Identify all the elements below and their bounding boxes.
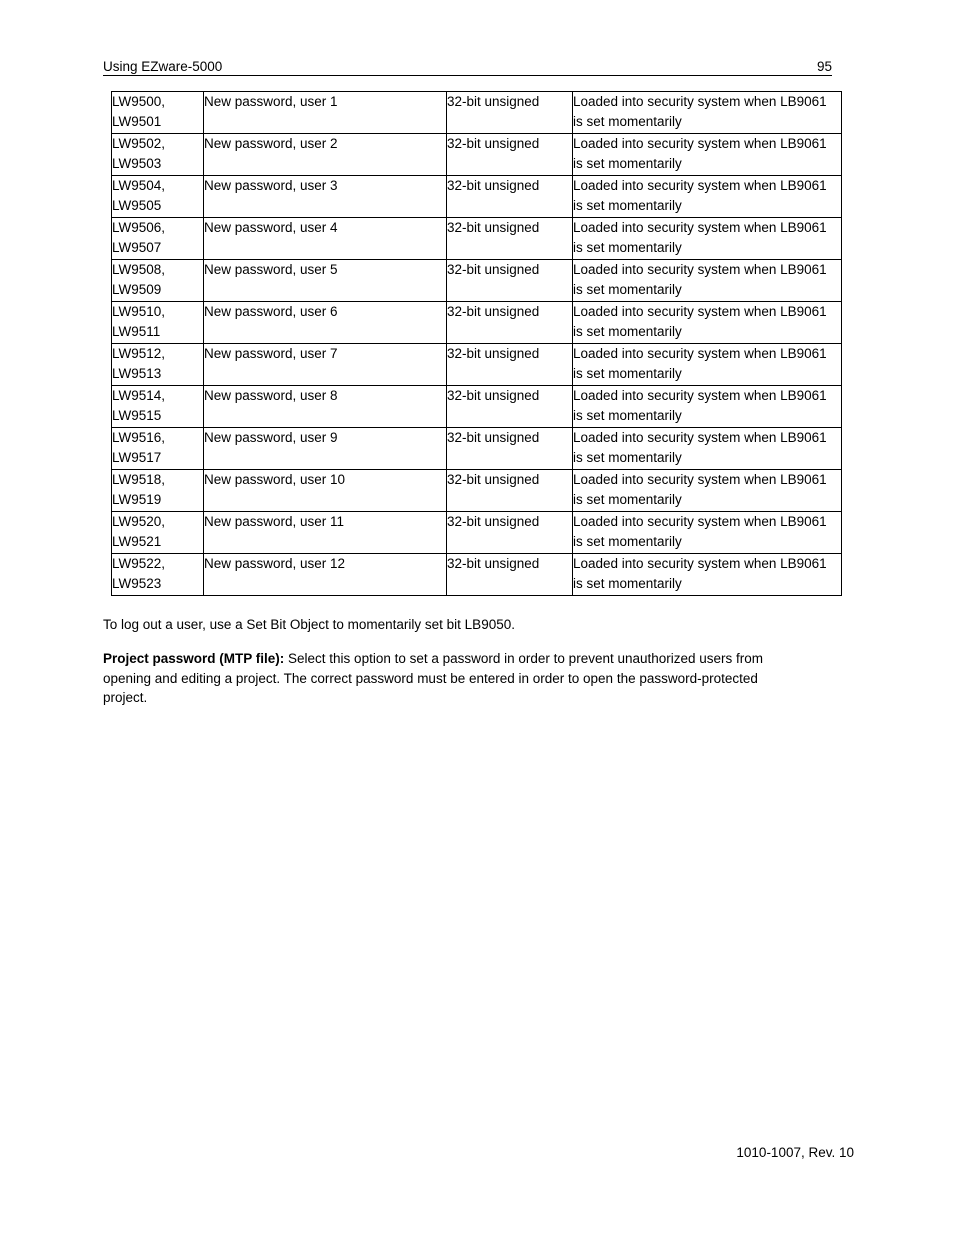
address-cell (112, 386, 204, 428)
address-cell-text: LW9507 (112, 239, 162, 255)
address-cell-text: LW9514, (112, 388, 166, 403)
table-row (112, 344, 842, 386)
description-cell-text: New password, user 11 (204, 514, 345, 529)
description-cell (204, 428, 447, 470)
address-cell (112, 512, 204, 554)
address-cell (112, 554, 204, 596)
project-password-text-line2: opening and editing a project. The correct password must be entered in order to open the password-protected (103, 670, 758, 686)
logout-paragraph: To log out a user, use a Set Bit Object to momentarily set bit LB9050. (103, 617, 515, 632)
address-cell (112, 470, 204, 512)
data-type-cell-text: 32-bit unsigned (447, 388, 540, 403)
description-cell-text: New password, user 5 (204, 262, 338, 277)
project-password-label: Project password (MTP file): (103, 651, 285, 666)
data-type-cell (447, 386, 573, 428)
data-type-cell-text: 32-bit unsigned (447, 304, 540, 319)
description-cell-text: New password, user 6 (204, 304, 338, 319)
note-cell-text: Loaded into security system when LB9061 (573, 556, 827, 571)
description-cell (204, 92, 447, 134)
note-cell-text: Loaded into security system when LB9061 (573, 472, 827, 487)
data-type-cell (447, 92, 573, 134)
description-cell (204, 260, 447, 302)
note-cell-text: is set momentarily (573, 407, 682, 423)
description-cell-text: New password, user 2 (204, 136, 338, 151)
description-cell-text: New password, user 7 (204, 346, 338, 361)
description-cell-text: New password, user 10 (204, 472, 346, 487)
note-cell-text: Loaded into security system when LB9061 (573, 136, 827, 151)
description-cell-text: New password, user 4 (204, 220, 338, 235)
data-type-cell (447, 260, 573, 302)
address-cell (112, 344, 204, 386)
data-type-cell-text: 32-bit unsigned (447, 178, 540, 193)
table-row (112, 428, 842, 470)
note-cell (573, 554, 842, 596)
table-row (112, 218, 842, 260)
address-cell (112, 218, 204, 260)
note-cell (573, 428, 842, 470)
note-cell (573, 512, 842, 554)
address-cell-text: LW9504, (112, 178, 166, 193)
address-cell-text: LW9520, (112, 514, 166, 529)
address-cell-text: LW9517 (112, 449, 162, 465)
address-cell (112, 428, 204, 470)
note-cell-text: Loaded into security system when LB9061 (573, 514, 827, 529)
table-row (112, 134, 842, 176)
data-type-cell-text: 32-bit unsigned (447, 220, 540, 235)
address-cell-text: LW9512, (112, 346, 166, 361)
register-table-body (112, 92, 842, 596)
data-type-cell (447, 302, 573, 344)
description-cell-text: New password, user 12 (204, 556, 346, 571)
description-cell-text: New password, user 1 (204, 94, 338, 109)
note-cell (573, 134, 842, 176)
address-cell-text: LW9500, (112, 94, 166, 109)
address-cell-text: LW9505 (112, 197, 162, 213)
data-type-cell-text: 32-bit unsigned (447, 556, 540, 571)
note-cell (573, 470, 842, 512)
description-cell (204, 134, 447, 176)
description-cell (204, 302, 447, 344)
data-type-cell (447, 134, 573, 176)
address-cell-text: LW9522, (112, 556, 166, 571)
address-cell (112, 134, 204, 176)
project-password-text-line3: project. (103, 690, 148, 705)
project-password-text-line1: Select this option to set a password in order to prevent unauthorized users from (284, 651, 764, 666)
address-cell-text: LW9521 (112, 533, 162, 549)
data-type-cell-text: 32-bit unsigned (447, 262, 540, 277)
note-cell-text: is set momentarily (573, 239, 682, 255)
data-type-cell-text: 32-bit unsigned (447, 136, 540, 151)
description-cell (204, 554, 447, 596)
note-cell-text: is set momentarily (573, 491, 682, 507)
address-cell (112, 176, 204, 218)
note-cell-text: is set momentarily (573, 365, 682, 381)
note-cell-text: is set momentarily (573, 575, 682, 591)
table-row (112, 260, 842, 302)
address-cell-text: LW9502, (112, 136, 166, 151)
note-cell (573, 176, 842, 218)
address-cell-text: LW9510, (112, 304, 166, 319)
header-divider (103, 75, 832, 76)
note-cell-text: Loaded into security system when LB9061 (573, 94, 827, 109)
note-cell-text: Loaded into security system when LB9061 (573, 346, 827, 361)
note-cell-text: Loaded into security system when LB9061 (573, 262, 827, 277)
note-cell-text: is set momentarily (573, 197, 682, 213)
description-cell (204, 386, 447, 428)
running-header-title: Using EZware-5000 (103, 59, 223, 74)
description-cell (204, 470, 447, 512)
note-cell (573, 344, 842, 386)
data-type-cell-text: 32-bit unsigned (447, 94, 540, 109)
note-cell-text: is set momentarily (573, 449, 682, 465)
address-cell (112, 260, 204, 302)
description-cell-text: New password, user 3 (204, 178, 338, 193)
description-cell-text: New password, user 9 (204, 430, 338, 445)
address-cell-text: LW9515 (112, 407, 162, 423)
data-type-cell-text: 32-bit unsigned (447, 514, 540, 529)
note-cell-text: is set momentarily (573, 155, 682, 171)
address-cell-text: LW9516, (112, 430, 166, 445)
data-type-cell (447, 344, 573, 386)
table-row (112, 92, 842, 134)
data-type-cell (447, 554, 573, 596)
note-cell-text: is set momentarily (573, 323, 682, 339)
data-type-cell (447, 512, 573, 554)
address-cell-text: LW9508, (112, 262, 166, 277)
address-cell-text: LW9506, (112, 220, 166, 235)
data-type-cell (447, 428, 573, 470)
description-cell (204, 218, 447, 260)
data-type-cell-text: 32-bit unsigned (447, 346, 540, 361)
note-cell-text: Loaded into security system when LB9061 (573, 178, 827, 193)
document-revision: 1010-1007, Rev. 10 (736, 1145, 854, 1160)
description-cell (204, 176, 447, 218)
note-cell (573, 386, 842, 428)
address-cell-text: LW9519 (112, 491, 162, 507)
table-row (112, 512, 842, 554)
note-cell-text: is set momentarily (573, 281, 682, 297)
address-cell-text: LW9511 (112, 323, 161, 339)
data-type-cell (447, 470, 573, 512)
note-cell (573, 302, 842, 344)
note-cell (573, 260, 842, 302)
table-row (112, 176, 842, 218)
project-password-paragraph (103, 649, 843, 708)
table-row (112, 470, 842, 512)
description-cell-text: New password, user 8 (204, 388, 338, 403)
address-cell (112, 302, 204, 344)
data-type-cell (447, 176, 573, 218)
note-cell-text: Loaded into security system when LB9061 (573, 430, 827, 445)
note-cell-text: Loaded into security system when LB9061 (573, 220, 827, 235)
table-row (112, 386, 842, 428)
address-cell-text: LW9501 (112, 113, 162, 129)
note-cell-text: is set momentarily (573, 533, 682, 549)
address-cell-text: LW9523 (112, 575, 162, 591)
note-cell-text: is set momentarily (573, 113, 682, 129)
system-register-table (111, 91, 842, 596)
page-number: 95 (816, 59, 832, 74)
address-cell-text: LW9513 (112, 365, 162, 381)
note-cell (573, 92, 842, 134)
note-cell-text: Loaded into security system when LB9061 (573, 388, 827, 403)
note-cell-text: Loaded into security system when LB9061 (573, 304, 827, 319)
address-cell-text: LW9518, (112, 472, 166, 487)
data-type-cell (447, 218, 573, 260)
table-row (112, 302, 842, 344)
address-cell-text: LW9509 (112, 281, 162, 297)
table-row (112, 554, 842, 596)
data-type-cell-text: 32-bit unsigned (447, 472, 540, 487)
data-type-cell-text: 32-bit unsigned (447, 430, 540, 445)
address-cell (112, 92, 204, 134)
address-cell-text: LW9503 (112, 155, 162, 171)
description-cell (204, 344, 447, 386)
note-cell (573, 218, 842, 260)
description-cell (204, 512, 447, 554)
